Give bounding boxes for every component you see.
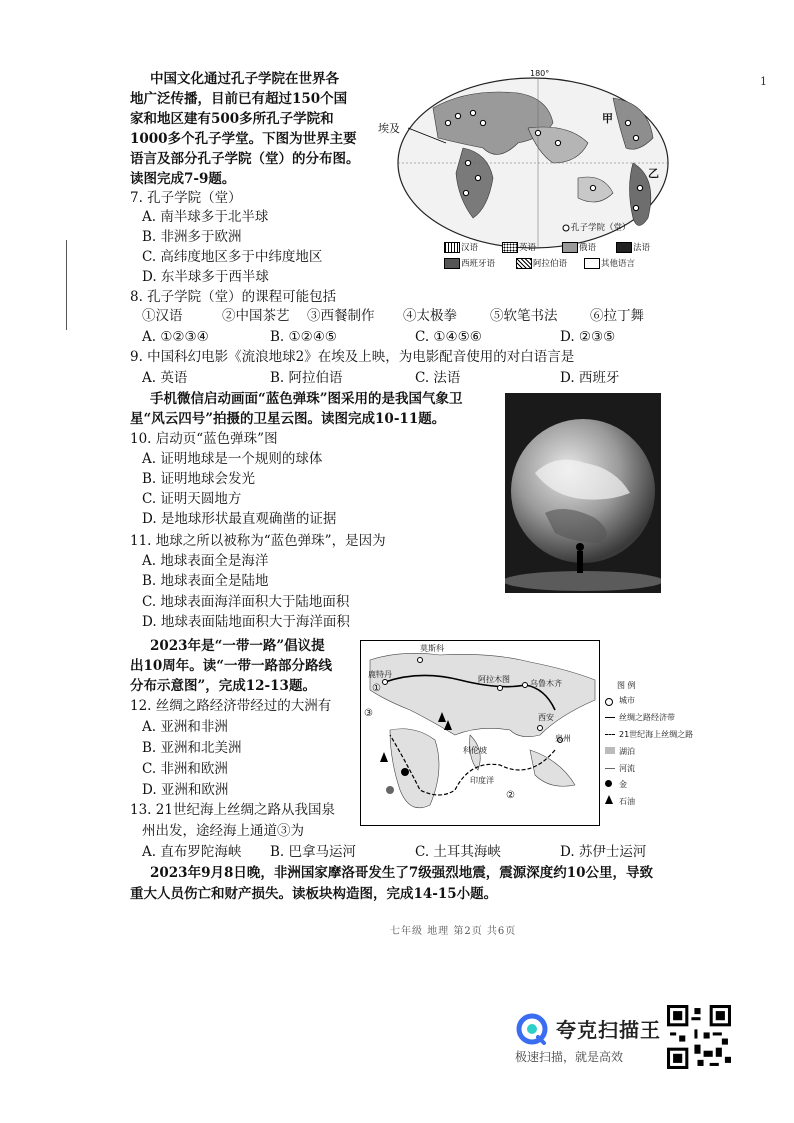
qr-code-icon — [667, 1005, 731, 1069]
q9-option-c: C. 法语 — [415, 370, 461, 386]
intro-line: 中国文化通过孔子学院在世界各 — [150, 71, 339, 87]
q13-option-a: A. 直布罗陀海峡 — [142, 844, 242, 860]
q13-stem: 州出发，途经海上通道③为 — [142, 823, 304, 839]
legend-swatch-chinese — [444, 242, 460, 253]
q11-option-b: B. 地球表面全是陆地 — [142, 573, 269, 589]
quark-logo-icon — [516, 1013, 548, 1045]
q11-stem: 11. 地球之所以被称为“蓝色弹珠”，是因为 — [130, 533, 386, 549]
q7-option-a: A. 南半球多于北半球 — [142, 209, 269, 225]
legend-swatch-arabic — [516, 258, 532, 269]
intro-earthquake-line: 重大人员伤亡和财产损失。读板块构造图，完成14-15小题。 — [130, 886, 498, 902]
intro-line: 1000多个孔子学堂。下图为世界主要 — [130, 131, 357, 147]
q9-option-b: B. 阿拉伯语 — [270, 370, 343, 386]
intro-beltroad-line: 出10周年。读“一带一路部分路线 — [130, 658, 333, 674]
lake-icon — [605, 747, 615, 754]
binding-line — [66, 240, 67, 330]
legend-label: 丝绸之路经济带 — [619, 713, 675, 722]
route-number: ② — [506, 790, 515, 801]
q8-item: ②中国茶艺 — [222, 308, 290, 324]
city-icon — [605, 698, 613, 706]
q8-option-c: C. ①④⑤⑥ — [415, 329, 482, 345]
intro-marble-line: 星“风云四号”拍摄的卫星云图。读图完成10-11题。 — [130, 411, 446, 427]
blue-marble-image — [505, 393, 661, 593]
q10-stem: 10. 启动页“蓝色弹珠”图 — [130, 431, 278, 447]
intro-line: 地广泛传播，目前已有超过150个国 — [130, 91, 348, 107]
q9-option-d: D. 西班牙 — [560, 370, 620, 386]
q11-option-d: D. 地球表面陆地面积大于海洋面积 — [142, 614, 350, 630]
land-route-icon — [605, 717, 615, 718]
city-label: 阿拉木图 — [478, 675, 510, 684]
q8-option-b: B. ①②④⑤ — [270, 329, 337, 345]
q13-option-d: D. 苏伊士运河 — [560, 844, 647, 860]
q10-option-c: C. 证明天圆地方 — [142, 491, 242, 507]
legend-label: 湖泊 — [619, 747, 635, 756]
q9-stem: 9. 中国科幻电影《流浪地球2》在埃及上映，为电影配音使用的对白语言是 — [130, 349, 575, 365]
q8-item: ⑥拉丁舞 — [590, 308, 644, 324]
q12-stem: 12. 丝绸之路经济带经过的大洲有 — [130, 698, 332, 714]
legend-label: 法语 — [633, 243, 651, 253]
legend-label: 石油 — [619, 797, 635, 806]
gold-icon — [605, 780, 612, 787]
city-label: 印度洋 — [470, 776, 494, 785]
q7-option-d: D. 东半球多于西半球 — [142, 269, 269, 285]
brand-slogan: 极速扫描，就是高效 — [515, 1050, 624, 1064]
legend-title: 图 例 — [617, 681, 636, 690]
city-label: 鹿特丹 — [368, 670, 392, 679]
map2-legend — [605, 680, 715, 820]
q7-option-b: B. 非洲多于欧洲 — [142, 229, 242, 245]
city-label: 莫斯科 — [420, 644, 444, 653]
intro-beltroad-line: 2023年是“一带一路”倡议提 — [150, 638, 325, 654]
q9-option-a: A. 英语 — [142, 370, 188, 386]
legend-label: 其他语言 — [601, 259, 636, 269]
route-number: ① — [372, 683, 381, 694]
q12-option-c: C. 非洲和欧洲 — [142, 761, 228, 777]
legend-swatch-russian — [562, 242, 578, 253]
q11-option-a: A. 地球表面全是海洋 — [142, 553, 269, 569]
legend-swatch-other — [584, 258, 600, 269]
legend-label: 金 — [619, 780, 627, 789]
city-label: 科伦坡 — [463, 746, 487, 755]
q8-option-d: D. ②③⑤ — [560, 329, 616, 345]
q8-stem: 8. 孔子学院（堂）的课程可能包括 — [130, 289, 337, 305]
intro-line: 语言及部分孔子学院（堂）的分布图。 — [130, 151, 360, 167]
city-label: 西安 — [538, 713, 554, 722]
legend-swatch-english — [502, 242, 518, 253]
egypt-label: 埃及 — [378, 122, 400, 135]
q7-option-c: C. 高纬度地区多于中纬度地区 — [142, 249, 323, 265]
q10-option-d: D. 是地球形状最直观确凿的证据 — [142, 511, 337, 527]
route-number: ③ — [364, 708, 373, 719]
q7-stem: 7. 孔子学院（堂） — [130, 190, 242, 206]
intro-line: 读图完成7-9题。 — [130, 171, 236, 187]
q11-option-c: C. 地球表面海洋面积大于陆地面积 — [142, 594, 350, 610]
legend-label: 阿拉伯语 — [533, 259, 568, 269]
intro-earthquake-line: 2023年9月8日晚，非洲国家摩洛哥发生了7级强烈地震，震源深度约10公里，导致 — [150, 865, 654, 881]
jia-label: 甲 — [602, 112, 613, 125]
q12-option-b: B. 亚洲和北美洲 — [142, 740, 242, 756]
q12-option-d: D. 亚洲和欧洲 — [142, 782, 229, 798]
q10-option-a: A. 证明地球是一个规则的球体 — [142, 451, 323, 467]
legend-label: 英语 — [519, 243, 537, 253]
oil-icon — [605, 795, 613, 804]
q8-option-a: A. ①②③④ — [142, 329, 209, 345]
q8-item: ③西餐制作 — [307, 308, 375, 324]
q8-item: ①汉语 — [142, 308, 183, 324]
q8-item: ④太极拳 — [403, 308, 457, 324]
legend-label: 俄语 — [579, 243, 597, 253]
q10-option-b: B. 证明地球会发光 — [142, 471, 256, 487]
legend-label: 汉语 — [461, 243, 479, 253]
legend-label: 西班牙语 — [461, 259, 496, 269]
q12-option-a: A. 亚洲和非洲 — [142, 719, 228, 735]
q8-item: ⑤软笔书法 — [490, 308, 558, 324]
city-label: 泉州 — [555, 734, 571, 743]
q13-option-b: B. 巴拿马运河 — [270, 844, 357, 860]
intro-beltroad-line: 分布示意图”，完成12-13题。 — [130, 678, 316, 694]
map1-legend — [444, 242, 674, 272]
q13-option-c: C. 土耳其海峡 — [415, 844, 501, 860]
legend-swatch-french — [616, 242, 632, 253]
legend-label: 河流 — [619, 764, 635, 773]
legend-swatch-spanish — [444, 258, 460, 269]
intro-line: 家和地区建有500多所孔子学院和 — [130, 111, 334, 127]
confucius-legend: 孔子学院（堂） — [571, 223, 631, 233]
map1-top-label: 180° — [530, 69, 550, 78]
legend-label: 21世纪海上丝绸之路 — [619, 730, 694, 739]
yi-label: 乙 — [648, 167, 659, 180]
page-footer: 七年级 地理 第2页 共6页 — [390, 926, 517, 937]
sea-route-icon — [605, 734, 615, 735]
q13-stem: 13. 21世纪海上丝绸之路从我国泉 — [130, 802, 335, 818]
brand-name: 夸克扫描王 — [556, 1018, 661, 1042]
intro-marble-line: 手机微信启动画面“蓝色弹珠”图采用的是我国气象卫 — [150, 391, 463, 407]
page-marker: 1 — [760, 75, 767, 88]
river-icon — [605, 768, 615, 769]
city-label: 乌鲁木齐 — [530, 679, 562, 688]
legend-label: 城市 — [619, 696, 635, 705]
